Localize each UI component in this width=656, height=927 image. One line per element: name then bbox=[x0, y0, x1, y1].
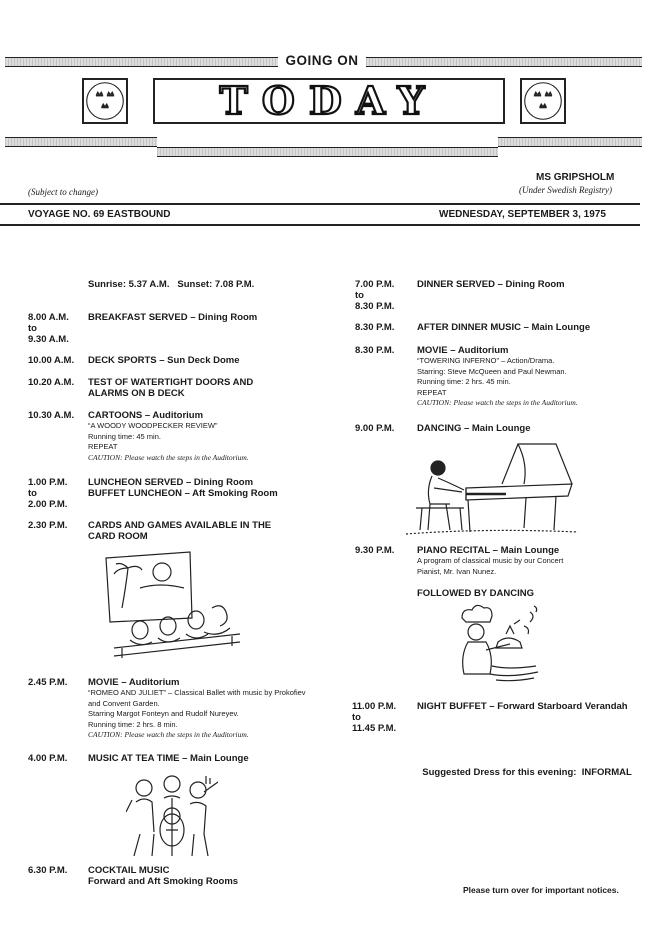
dress-code-text: Suggested Dress for this evening: INFORMAL bbox=[422, 767, 632, 778]
event-detail: Running time: 2 hrs. 45 min. bbox=[417, 377, 511, 386]
event-detail: REPEAT bbox=[88, 442, 118, 451]
event-caution: CAUTION: Please watch the steps in the Auditorium. bbox=[417, 398, 578, 407]
event-deck-sports bbox=[88, 355, 338, 366]
event-title: MOVIE – Auditorium bbox=[417, 345, 509, 356]
event-caution: CAUTION: Please watch the steps in the Auditorium. bbox=[88, 730, 249, 739]
event-title: CARTOONS – Auditorium bbox=[88, 410, 204, 421]
event-time: 4.00 P.M. bbox=[28, 753, 68, 764]
event-title: DINNER SERVED – Dining Room bbox=[417, 279, 565, 290]
card-players-illustration bbox=[100, 548, 250, 660]
event-detail: Running time: 45 min. bbox=[88, 431, 161, 441]
event-night-buffet bbox=[417, 701, 652, 712]
event-detail: A program of classical music by our Concert bbox=[417, 556, 564, 565]
bottom-rule bbox=[0, 224, 640, 226]
voyage-date: WEDNESDAY, SEPTEMBER 3, 1975 bbox=[439, 209, 606, 220]
event-detail: “ROMEO AND JULIET” – Classical Ballet with music by Prokofiev and Convent Garden. bbox=[88, 688, 306, 708]
event-title: BUFFET LUNCHEON – Aft Smoking Room bbox=[88, 488, 278, 499]
event-title: PIANO RECITAL – Main Lounge bbox=[417, 545, 560, 556]
sunrise-sunset: Sunrise: 5.37 A.M. Sunset: 7.08 P.M. bbox=[88, 279, 255, 290]
event-movie-inferno bbox=[417, 345, 642, 409]
event-dancing bbox=[417, 423, 642, 434]
header-band-top-right bbox=[366, 57, 642, 67]
event-cartoons bbox=[88, 410, 338, 463]
event-time: 7.00 P.M. to 8.30 P.M. bbox=[355, 279, 395, 312]
header-band-mid-left bbox=[5, 137, 157, 147]
event-detail: Pianist, Mr. Ivan Nunez. bbox=[417, 566, 497, 576]
event-time: 1.00 P.M. to 2.00 P.M. bbox=[28, 477, 68, 510]
event-dinner bbox=[417, 279, 642, 290]
subject-to-change: (Subject to change) bbox=[28, 187, 98, 197]
event-title: CARDS AND GAMES AVAILABLE IN THE CARD ROOM bbox=[88, 520, 272, 542]
pianist-illustration bbox=[406, 438, 578, 538]
svg-text:TODAY: TODAY bbox=[219, 82, 439, 120]
footer-note bbox=[463, 885, 653, 896]
today-wordmark bbox=[159, 82, 499, 120]
event-detail: “A WOODY WOODPECKER REVIEW” bbox=[88, 421, 218, 430]
event-detail: “TOWERING INFERNO” – Action/Drama. bbox=[417, 356, 555, 365]
event-detail: Starring: Steve McQueen and Paul Newman. bbox=[417, 366, 567, 376]
event-title: DECK SPORTS – Sun Deck Dome bbox=[88, 355, 240, 366]
event-time: 9.00 P.M. bbox=[355, 423, 395, 434]
event-time: 8.30 P.M. bbox=[355, 322, 395, 333]
header-band-mid-right bbox=[498, 137, 642, 147]
event-caution: CAUTION: Please watch the steps in the Auditorium. bbox=[88, 452, 249, 462]
event-tea-time-music bbox=[88, 753, 338, 764]
event-time: 8.30 P.M. bbox=[355, 345, 395, 356]
musicians-illustration bbox=[126, 772, 218, 858]
event-title: LUNCHEON SERVED – Dining Room bbox=[88, 477, 254, 488]
event-time: 8.00 A.M. to 9.30 A.M. bbox=[28, 312, 69, 345]
header-band-bottom bbox=[157, 147, 498, 157]
event-piano-recital bbox=[417, 545, 642, 577]
event-cocktail-music bbox=[88, 865, 338, 887]
event-title: MOVIE – Auditorium bbox=[88, 677, 180, 688]
event-cards-games bbox=[88, 520, 278, 542]
event-title: DANCING – Main Lounge bbox=[417, 423, 531, 434]
event-time: 10.20 A.M. bbox=[28, 377, 75, 388]
event-breakfast bbox=[88, 312, 338, 323]
event-time: 10.00 A.M. bbox=[28, 355, 75, 366]
event-title: Forward and Aft Smoking Rooms bbox=[88, 876, 239, 887]
crest-right-icon bbox=[520, 78, 566, 124]
event-luncheon bbox=[88, 477, 338, 499]
today-title-box bbox=[153, 78, 505, 124]
voyage-number: VOYAGE NO. 69 EASTBOUND bbox=[28, 209, 171, 220]
event-detail: Starring Margot Fonteyn and Rudolf Nureyev. bbox=[88, 709, 239, 718]
event-detail: Running time: 2 hrs. 8 min. bbox=[88, 719, 178, 729]
ship-registry: (Under Swedish Registry) bbox=[519, 185, 612, 195]
chef-illustration bbox=[454, 604, 544, 686]
event-title: COCKTAIL MUSIC bbox=[88, 865, 170, 876]
event-movie-romeo bbox=[88, 677, 313, 741]
ship-name: MS GRIPSHOLM bbox=[536, 172, 615, 183]
event-title: NIGHT BUFFET – Forward Starboard Verandah bbox=[417, 701, 628, 712]
header-band-top-left bbox=[5, 57, 278, 67]
event-time: 9.30 P.M. bbox=[355, 545, 395, 556]
event-title: TEST OF WATERTIGHT DOORS AND ALARMS ON B DECK bbox=[88, 377, 254, 399]
event-time: 2.45 P.M. bbox=[28, 677, 68, 688]
event-title: BREAKFAST SERVED – Dining Room bbox=[88, 312, 258, 323]
event-time: 11.00 P.M. to 11.45 P.M. bbox=[352, 701, 397, 734]
event-watertight-doors bbox=[88, 377, 288, 399]
going-on-heading: GOING ON bbox=[285, 53, 359, 68]
top-rule bbox=[0, 203, 640, 205]
event-title: AFTER DINNER MUSIC – Main Lounge bbox=[417, 322, 591, 333]
footer-note-text: Please turn over for important notices. bbox=[463, 885, 619, 895]
event-detail: REPEAT bbox=[417, 387, 447, 397]
event-followed-by-dancing bbox=[417, 588, 642, 599]
event-after-dinner-music bbox=[417, 322, 642, 333]
crest-left-icon bbox=[82, 78, 128, 124]
event-time: 6.30 P.M. bbox=[28, 865, 68, 876]
event-time: 10.30 A.M. bbox=[28, 410, 75, 421]
event-title: MUSIC AT TEA TIME – Main Lounge bbox=[88, 753, 249, 764]
event-title: FOLLOWED BY DANCING bbox=[417, 588, 534, 599]
dress-code bbox=[417, 756, 652, 778]
event-time: 2.30 P.M. bbox=[28, 520, 68, 531]
